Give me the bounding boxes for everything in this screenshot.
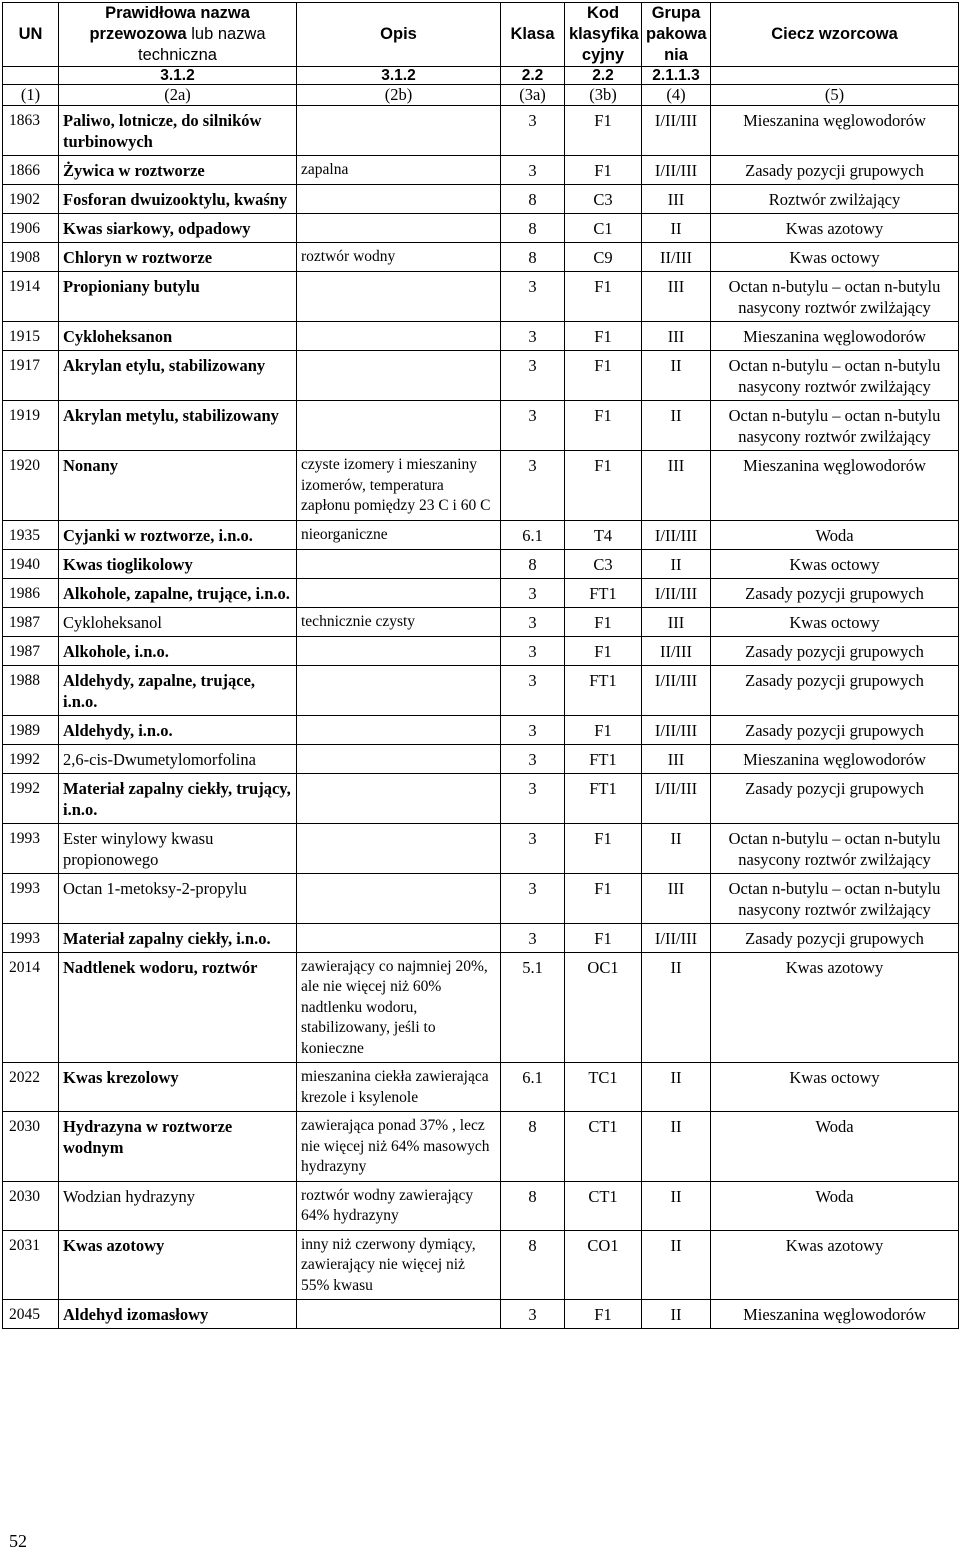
- packing-group: II: [642, 214, 711, 243]
- class-cell: 3: [501, 636, 565, 665]
- description: [297, 272, 501, 322]
- packing-group: III: [642, 744, 711, 773]
- table-row: [3, 1063, 959, 1112]
- packing-group: II: [642, 1112, 711, 1182]
- reference-liquid: Woda: [711, 1112, 959, 1182]
- packing-group: I/II/III: [642, 520, 711, 549]
- class-cell: 3: [501, 351, 565, 401]
- reference-liquid: Kwas azotowy: [711, 1230, 959, 1300]
- classification-code: TC1: [565, 1063, 642, 1112]
- classification-code: CO1: [565, 1230, 642, 1300]
- description: [297, 1300, 501, 1329]
- table-row: [3, 715, 959, 744]
- class-cell: 6.1: [501, 520, 565, 549]
- reference-liquid: Kwas azotowy: [711, 214, 959, 243]
- class-cell: 8: [501, 1112, 565, 1182]
- reference-liquid: Octan n-butylu – octan n-butylu nasycony roztwór zwilżający: [711, 823, 959, 873]
- classification-code: C3: [565, 185, 642, 214]
- table-row: [3, 401, 959, 451]
- header-ciecz: Ciecz wzorcowa: [711, 3, 959, 67]
- description: [297, 823, 501, 873]
- reference-liquid: Zasady pozycji grupowych: [711, 923, 959, 952]
- reference-liquid: Kwas octowy: [711, 549, 959, 578]
- un-cell: 2045: [3, 1300, 59, 1329]
- un-cell: 1993: [3, 823, 59, 873]
- class-cell: 3: [501, 715, 565, 744]
- class-cell: 8: [501, 185, 565, 214]
- un-cell: 2031: [3, 1230, 59, 1300]
- packing-group: III: [642, 451, 711, 521]
- packing-group: II/III: [642, 243, 711, 272]
- class-cell: 8: [501, 1230, 565, 1300]
- column-number: (4): [642, 85, 711, 106]
- classification-code: F1: [565, 715, 642, 744]
- table-row: [3, 214, 959, 243]
- substance-name: Aldehyd izomasłowy: [59, 1300, 297, 1329]
- packing-group: II: [642, 401, 711, 451]
- description: roztwór wodny zawierający 64% hydrazyny: [297, 1181, 501, 1230]
- header-name: [59, 3, 297, 67]
- column-number: (1): [3, 85, 59, 106]
- un-cell: 1935: [3, 520, 59, 549]
- un-cell: 2022: [3, 1063, 59, 1112]
- description: technicznie czysty: [297, 607, 501, 636]
- description: [297, 773, 501, 823]
- substance-name: 2,6-cis-Dwumetylomorfolina: [59, 744, 297, 773]
- table-row: [3, 578, 959, 607]
- reference-liquid: Woda: [711, 520, 959, 549]
- reference-liquid: Octan n-butylu – octan n-butylu nasycony roztwór zwilżający: [711, 351, 959, 401]
- classification-code: CT1: [565, 1181, 642, 1230]
- un-cell: 1993: [3, 923, 59, 952]
- un-cell: 1992: [3, 773, 59, 823]
- reference-liquid: Kwas octowy: [711, 243, 959, 272]
- table-body: [3, 106, 959, 1329]
- description: [297, 401, 501, 451]
- reference-liquid: Kwas octowy: [711, 607, 959, 636]
- classification-code: F1: [565, 401, 642, 451]
- un-cell: 1915: [3, 322, 59, 351]
- substance-name: Chloryn w roztworze: [59, 243, 297, 272]
- class-cell: 3: [501, 322, 565, 351]
- table-row: [3, 744, 959, 773]
- description: zawierająca ponad 37% , lecz nie więcej niż 64% masowych hydrazyny: [297, 1112, 501, 1182]
- classification-code: F1: [565, 322, 642, 351]
- description: [297, 185, 501, 214]
- table-row: [3, 520, 959, 549]
- substance-name: Paliwo, lotnicze, do silników turbinowych: [59, 106, 297, 156]
- packing-group: II: [642, 1181, 711, 1230]
- header-grupa: Grupa pakowa nia: [642, 3, 711, 67]
- table-row: [3, 1112, 959, 1182]
- packing-group: III: [642, 185, 711, 214]
- un-cell: 2030: [3, 1181, 59, 1230]
- description: czyste izomery i mieszaniny izomerów, temperatura zapłonu pomiędzy 23 C i 60 C: [297, 451, 501, 521]
- class-cell: 8: [501, 549, 565, 578]
- packing-group: I/II/III: [642, 773, 711, 823]
- substance-name: Cyjanki w roztworze, i.n.o.: [59, 520, 297, 549]
- class-cell: 3: [501, 401, 565, 451]
- packing-group: I/II/III: [642, 665, 711, 715]
- table-row: [3, 923, 959, 952]
- classification-code: F1: [565, 106, 642, 156]
- classification-code: OC1: [565, 952, 642, 1063]
- table-row: [3, 549, 959, 578]
- table-row: [3, 106, 959, 156]
- classification-code: F1: [565, 923, 642, 952]
- packing-group: III: [642, 607, 711, 636]
- packing-group: II: [642, 1230, 711, 1300]
- class-cell: 3: [501, 156, 565, 185]
- column-number: (3b): [565, 85, 642, 106]
- packing-group: II: [642, 549, 711, 578]
- packing-group: II: [642, 351, 711, 401]
- class-cell: 5.1: [501, 952, 565, 1063]
- table-row: [3, 773, 959, 823]
- substance-name: Akrylan metylu, stabilizowany: [59, 401, 297, 451]
- class-cell: 8: [501, 214, 565, 243]
- reference-liquid: Mieszanina węglowodorów: [711, 744, 959, 773]
- table-row: [3, 665, 959, 715]
- description: [297, 665, 501, 715]
- description: mieszanina ciekła zawierająca krezole i ksylenole: [297, 1063, 501, 1112]
- substance-name: Żywica w roztworze: [59, 156, 297, 185]
- substance-name: Kwas krezolowy: [59, 1063, 297, 1112]
- un-cell: 2030: [3, 1112, 59, 1182]
- substance-name: Materiał zapalny ciekły, trujący, i.n.o.: [59, 773, 297, 823]
- class-cell: 3: [501, 823, 565, 873]
- ref-cell: 2.2: [565, 67, 642, 85]
- table-row: [3, 451, 959, 521]
- substance-name: Cykloheksanol: [59, 607, 297, 636]
- substance-table: [2, 2, 959, 1329]
- table-row: [3, 351, 959, 401]
- classification-code: C3: [565, 549, 642, 578]
- reference-liquid: Mieszanina węglowodorów: [711, 451, 959, 521]
- substance-name: Propioniany butylu: [59, 272, 297, 322]
- packing-group: I/II/III: [642, 156, 711, 185]
- substance-name: Akrylan etylu, stabilizowany: [59, 351, 297, 401]
- description: [297, 106, 501, 156]
- reference-liquid: Zasady pozycji grupowych: [711, 773, 959, 823]
- reference-liquid: Octan n-butylu – octan n-butylu nasycony roztwór zwilżający: [711, 873, 959, 923]
- packing-group: II: [642, 823, 711, 873]
- classification-code: F1: [565, 607, 642, 636]
- substance-name: Wodzian hydrazyny: [59, 1181, 297, 1230]
- reference-liquid: Roztwór zwilżający: [711, 185, 959, 214]
- class-cell: 3: [501, 451, 565, 521]
- class-cell: 3: [501, 1300, 565, 1329]
- header-kod: Kod klasyfika cyjny: [565, 3, 642, 67]
- table-row: [3, 322, 959, 351]
- header-row: [3, 3, 959, 67]
- substance-name: Fosforan dwuizooktylu, kwaśny: [59, 185, 297, 214]
- ref-cell: 2.1.1.3: [642, 67, 711, 85]
- class-cell: 3: [501, 744, 565, 773]
- classification-code: T4: [565, 520, 642, 549]
- un-cell: 1993: [3, 873, 59, 923]
- header-un: UN: [3, 3, 59, 67]
- description: [297, 322, 501, 351]
- class-cell: 3: [501, 773, 565, 823]
- un-cell: 1988: [3, 665, 59, 715]
- description: [297, 549, 501, 578]
- reference-liquid: Zasady pozycji grupowych: [711, 578, 959, 607]
- page-number: 52: [9, 1531, 27, 1551]
- ref-cell: 3.1.2: [297, 67, 501, 85]
- substance-name: Hydrazyna w roztworze wodnym: [59, 1112, 297, 1182]
- classification-code: F1: [565, 351, 642, 401]
- class-cell: 3: [501, 106, 565, 156]
- packing-group: I/II/III: [642, 578, 711, 607]
- header-name-bold: Prawidłowa nazwa przewozowa: [89, 4, 250, 43]
- reference-liquid: Mieszanina węglowodorów: [711, 106, 959, 156]
- classification-code: F1: [565, 272, 642, 322]
- classification-code: C9: [565, 243, 642, 272]
- classification-code: CT1: [565, 1112, 642, 1182]
- ref-cell: [711, 67, 959, 85]
- classification-code: F1: [565, 873, 642, 923]
- un-cell: 1987: [3, 607, 59, 636]
- description: nieorganiczne: [297, 520, 501, 549]
- substance-name: Aldehydy, i.n.o.: [59, 715, 297, 744]
- reference-liquid: Kwas octowy: [711, 1063, 959, 1112]
- description: roztwór wodny: [297, 243, 501, 272]
- un-cell: 1866: [3, 156, 59, 185]
- un-cell: 1989: [3, 715, 59, 744]
- description: [297, 715, 501, 744]
- un-cell: 1919: [3, 401, 59, 451]
- packing-group: II: [642, 1063, 711, 1112]
- classification-code: FT1: [565, 773, 642, 823]
- table-row: [3, 1181, 959, 1230]
- reference-liquid: Woda: [711, 1181, 959, 1230]
- description: [297, 923, 501, 952]
- packing-group: II: [642, 1300, 711, 1329]
- un-cell: 2014: [3, 952, 59, 1063]
- classification-code: C1: [565, 214, 642, 243]
- column-number: (2b): [297, 85, 501, 106]
- substance-name: Kwas siarkowy, odpadowy: [59, 214, 297, 243]
- un-cell: 1906: [3, 214, 59, 243]
- packing-group: I/II/III: [642, 715, 711, 744]
- reference-liquid: Zasady pozycji grupowych: [711, 665, 959, 715]
- packing-group: I/II/III: [642, 106, 711, 156]
- substance-name: Alkohole, zapalne, trujące, i.n.o.: [59, 578, 297, 607]
- un-cell: 1920: [3, 451, 59, 521]
- class-cell: 3: [501, 607, 565, 636]
- description: zawierający co najmniej 20%, ale nie więcej niż 60% nadtlenku wodoru, stabilizowany, jeśli to konieczne: [297, 952, 501, 1063]
- header-opis: Opis: [297, 3, 501, 67]
- table-row: [3, 272, 959, 322]
- table-row: [3, 156, 959, 185]
- column-number: (3a): [501, 85, 565, 106]
- table-row: [3, 873, 959, 923]
- class-cell: 3: [501, 923, 565, 952]
- classification-code: FT1: [565, 665, 642, 715]
- packing-group: II/III: [642, 636, 711, 665]
- table-row: [3, 185, 959, 214]
- classification-code: F1: [565, 636, 642, 665]
- class-cell: 3: [501, 665, 565, 715]
- ref-cell: 3.1.2: [59, 67, 297, 85]
- ref-cell: [3, 67, 59, 85]
- un-cell: 1908: [3, 243, 59, 272]
- classification-code: F1: [565, 823, 642, 873]
- classification-code: FT1: [565, 744, 642, 773]
- table-row: [3, 823, 959, 873]
- description: inny niż czerwony dymiący, zawierający nie więcej niż 55% kwasu: [297, 1230, 501, 1300]
- un-cell: 1902: [3, 185, 59, 214]
- reference-liquid: Octan n-butylu – octan n-butylu nasycony roztwór zwilżający: [711, 272, 959, 322]
- substance-name: Kwas tioglikolowy: [59, 549, 297, 578]
- table-row: [3, 1300, 959, 1329]
- substance-name: Nadtlenek wodoru, roztwór: [59, 952, 297, 1063]
- reference-liquid: Zasady pozycji grupowych: [711, 636, 959, 665]
- class-cell: 6.1: [501, 1063, 565, 1112]
- description: [297, 351, 501, 401]
- classification-code: FT1: [565, 578, 642, 607]
- class-cell: 3: [501, 873, 565, 923]
- ref-cell: 2.2: [501, 67, 565, 85]
- packing-group: III: [642, 322, 711, 351]
- un-cell: 1992: [3, 744, 59, 773]
- un-cell: 1986: [3, 578, 59, 607]
- un-cell: 1987: [3, 636, 59, 665]
- substance-name: Materiał zapalny ciekły, i.n.o.: [59, 923, 297, 952]
- table-row: [3, 636, 959, 665]
- description: zapalna: [297, 156, 501, 185]
- column-number: (5): [711, 85, 959, 106]
- reference-liquid: Zasady pozycji grupowych: [711, 156, 959, 185]
- reference-liquid: Zasady pozycji grupowych: [711, 715, 959, 744]
- substance-name: Octan 1-metoksy-2-propylu: [59, 873, 297, 923]
- header-name-plain: lub nazwa techniczna: [138, 25, 266, 64]
- table-row: [3, 952, 959, 1063]
- substance-name: Nonany: [59, 451, 297, 521]
- reference-liquid: Mieszanina węglowodorów: [711, 1300, 959, 1329]
- substance-name: Ester winylowy kwasu propionowego: [59, 823, 297, 873]
- header-klasa: Klasa: [501, 3, 565, 67]
- reference-liquid: Kwas azotowy: [711, 952, 959, 1063]
- description: [297, 873, 501, 923]
- class-cell: 8: [501, 243, 565, 272]
- packing-group: III: [642, 272, 711, 322]
- packing-group: II: [642, 952, 711, 1063]
- classification-code: F1: [565, 156, 642, 185]
- description: [297, 214, 501, 243]
- class-cell: 3: [501, 578, 565, 607]
- column-number: (2a): [59, 85, 297, 106]
- substance-name: Kwas azotowy: [59, 1230, 297, 1300]
- description: [297, 578, 501, 607]
- un-cell: 1863: [3, 106, 59, 156]
- reference-row: [3, 67, 959, 85]
- table-row: [3, 1230, 959, 1300]
- reference-liquid: Octan n-butylu – octan n-butylu nasycony roztwór zwilżający: [711, 401, 959, 451]
- table-row: [3, 607, 959, 636]
- class-cell: 3: [501, 272, 565, 322]
- classification-code: F1: [565, 451, 642, 521]
- class-cell: 8: [501, 1181, 565, 1230]
- description: [297, 636, 501, 665]
- table-row: [3, 243, 959, 272]
- substance-name: Cykloheksanon: [59, 322, 297, 351]
- packing-group: I/II/III: [642, 923, 711, 952]
- reference-liquid: Mieszanina węglowodorów: [711, 322, 959, 351]
- un-cell: 1940: [3, 549, 59, 578]
- column-number-row: [3, 85, 959, 106]
- substance-name: Aldehydy, zapalne, trujące, i.n.o.: [59, 665, 297, 715]
- packing-group: III: [642, 873, 711, 923]
- classification-code: F1: [565, 1300, 642, 1329]
- un-cell: 1917: [3, 351, 59, 401]
- substance-name: Alkohole, i.n.o.: [59, 636, 297, 665]
- description: [297, 744, 501, 773]
- un-cell: 1914: [3, 272, 59, 322]
